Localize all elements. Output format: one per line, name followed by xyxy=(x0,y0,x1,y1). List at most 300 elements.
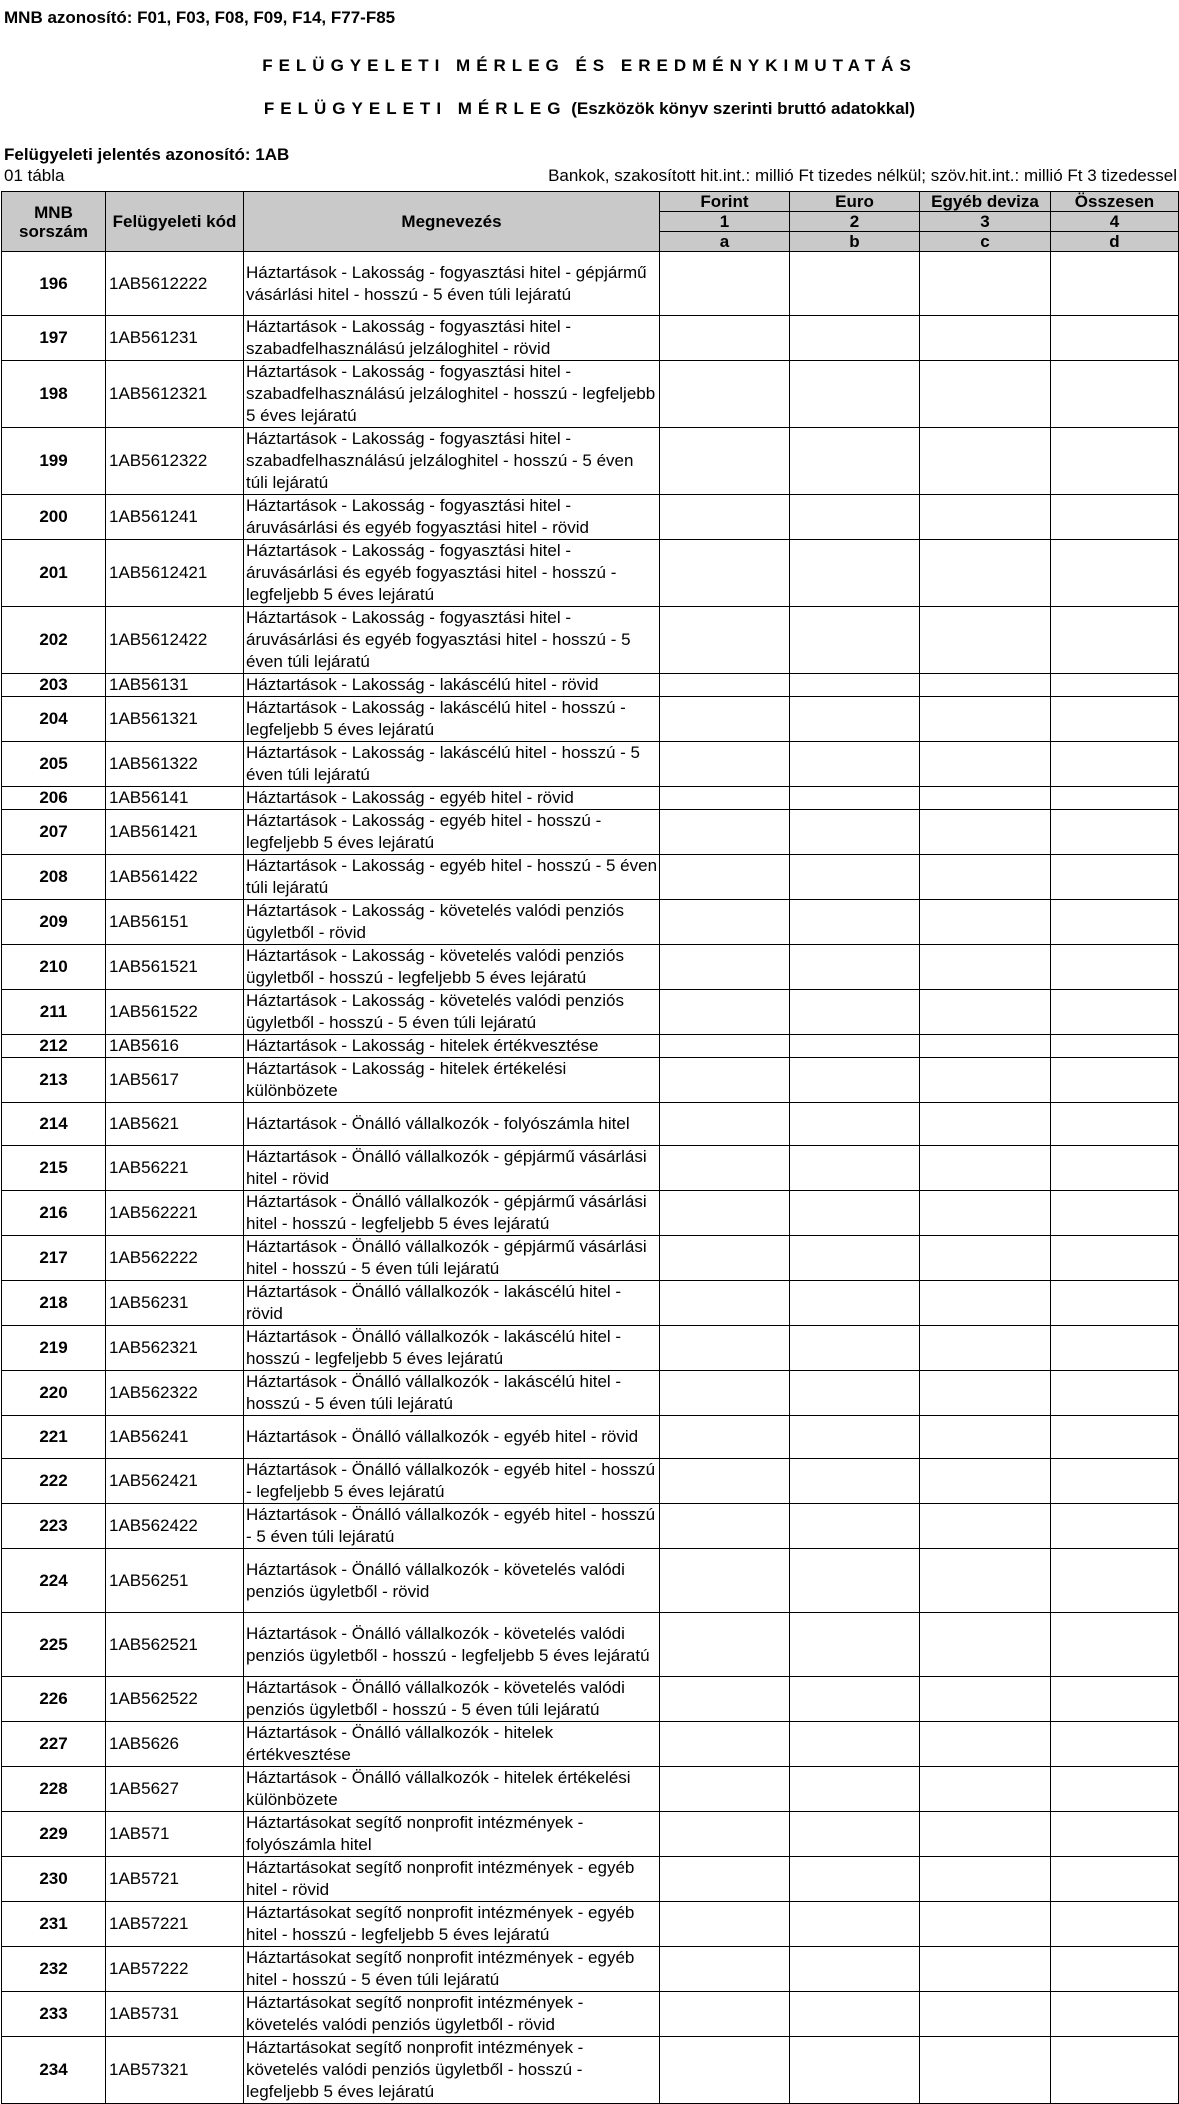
value-other xyxy=(920,428,1051,495)
row-code: 1AB5612322 xyxy=(106,428,244,495)
value-total xyxy=(1051,900,1179,945)
row-number: 219 xyxy=(2,1326,106,1371)
table-row xyxy=(2,1812,1179,1857)
row-number: 231 xyxy=(2,1902,106,1947)
row-code: 1AB56241 xyxy=(106,1416,244,1459)
row-name: Háztartások - Lakosság - hitelek értékelési különbözete xyxy=(244,1058,660,1103)
document-subtitle xyxy=(0,99,1179,119)
row-name: Háztartások - Önálló vállalkozók - egyéb hitel - rövid xyxy=(244,1416,660,1459)
row-code: 1AB561322 xyxy=(106,742,244,787)
value-other xyxy=(920,1058,1051,1103)
value-forint xyxy=(660,540,790,607)
value-euro xyxy=(790,1103,920,1146)
row-number: 211 xyxy=(2,990,106,1035)
value-other xyxy=(920,810,1051,855)
value-forint xyxy=(660,316,790,361)
value-other xyxy=(920,1146,1051,1191)
value-euro xyxy=(790,697,920,742)
value-other xyxy=(920,361,1051,428)
value-other xyxy=(920,252,1051,316)
row-name: Háztartások - Önálló vállalkozók - gépjármű vásárlási hitel - rövid xyxy=(244,1146,660,1191)
row-number: 230 xyxy=(2,1857,106,1902)
value-total xyxy=(1051,855,1179,900)
row-code: 1AB561521 xyxy=(106,945,244,990)
row-name: Háztartások - Lakosság - fogyasztási hitel - áruvásárlási és egyéb fogyasztási hitel - rövid xyxy=(244,495,660,540)
row-number: 196 xyxy=(2,252,106,316)
row-code: 1AB562321 xyxy=(106,1326,244,1371)
value-euro xyxy=(790,1767,920,1812)
value-forint xyxy=(660,1035,790,1058)
row-name: Háztartások - Önálló vállalkozók - lakáscélú hitel - hosszú - 5 éven túli lejáratú xyxy=(244,1371,660,1416)
value-euro xyxy=(790,316,920,361)
value-other xyxy=(920,1767,1051,1812)
row-name: Háztartások - Önálló vállalkozók - egyéb hitel - hosszú - legfeljebb 5 éves lejáratú xyxy=(244,1459,660,1504)
table-row xyxy=(2,1767,1179,1812)
value-euro xyxy=(790,1992,920,2037)
value-forint xyxy=(660,1416,790,1459)
row-number: 220 xyxy=(2,1371,106,1416)
table-row xyxy=(2,855,1179,900)
report-identifier: Felügyeleti jelentés azonosító: 1AB xyxy=(4,145,290,164)
row-name: Háztartások - Lakosság - egyéb hitel - hosszú - legfeljebb 5 éves lejáratú xyxy=(244,810,660,855)
row-name: Háztartások - Lakosság - fogyasztási hitel - áruvásárlási és egyéb fogyasztási hitel - hosszú - legfeljebb 5 éves lejáratú xyxy=(244,540,660,607)
value-forint xyxy=(660,361,790,428)
row-number: 198 xyxy=(2,361,106,428)
row-code: 1AB5616 xyxy=(106,1035,244,1058)
value-other xyxy=(920,1371,1051,1416)
mnb-id-label: MNB azonosító: xyxy=(4,8,133,27)
value-euro xyxy=(790,1549,920,1613)
row-name: Háztartások - Lakosság - lakáscélú hitel - rövid xyxy=(244,674,660,697)
value-total xyxy=(1051,1371,1179,1416)
table-row xyxy=(2,361,1179,428)
value-other xyxy=(920,1236,1051,1281)
value-forint xyxy=(660,990,790,1035)
value-total xyxy=(1051,1236,1179,1281)
row-code: 1AB56151 xyxy=(106,900,244,945)
value-forint xyxy=(660,1613,790,1677)
table-row xyxy=(2,1416,1179,1459)
row-name: Háztartásokat segítő nonprofit intézmények - egyéb hitel - rövid xyxy=(244,1857,660,1902)
value-total xyxy=(1051,1902,1179,1947)
value-other xyxy=(920,1902,1051,1947)
row-name: Háztartások - Lakosság - követelés valódi penziós ügyletből - hosszú - legfeljebb 5 éves lejáratú xyxy=(244,945,660,990)
table-row xyxy=(2,787,1179,810)
row-number: 208 xyxy=(2,855,106,900)
value-forint xyxy=(660,1549,790,1613)
value-forint xyxy=(660,2037,790,2104)
col-header-forint: Forint xyxy=(660,192,790,212)
row-code: 1AB561421 xyxy=(106,810,244,855)
row-code: 1AB5627 xyxy=(106,1767,244,1812)
row-code: 1AB57221 xyxy=(106,1902,244,1947)
row-number: 201 xyxy=(2,540,106,607)
col-num: 3 xyxy=(920,212,1051,232)
row-number: 200 xyxy=(2,495,106,540)
value-euro xyxy=(790,742,920,787)
row-number: 215 xyxy=(2,1146,106,1191)
value-total xyxy=(1051,540,1179,607)
value-other xyxy=(920,1812,1051,1857)
row-number: 216 xyxy=(2,1191,106,1236)
value-other xyxy=(920,316,1051,361)
table-row xyxy=(2,1992,1179,2037)
value-forint xyxy=(660,1504,790,1549)
value-total xyxy=(1051,495,1179,540)
value-total xyxy=(1051,1191,1179,1236)
value-euro xyxy=(790,810,920,855)
table-row xyxy=(2,1504,1179,1549)
col-header-other: Egyéb deviza xyxy=(920,192,1051,212)
value-euro xyxy=(790,607,920,674)
table-row xyxy=(2,1326,1179,1371)
value-other xyxy=(920,1281,1051,1326)
value-euro xyxy=(790,2037,920,2104)
table-row xyxy=(2,1146,1179,1191)
table-row xyxy=(2,1549,1179,1613)
table-row xyxy=(2,674,1179,697)
value-other xyxy=(920,1613,1051,1677)
value-forint xyxy=(660,252,790,316)
value-forint xyxy=(660,1236,790,1281)
table-row xyxy=(2,1902,1179,1947)
table-row xyxy=(2,1103,1179,1146)
value-forint xyxy=(660,607,790,674)
value-total xyxy=(1051,990,1179,1035)
row-code: 1AB56221 xyxy=(106,1146,244,1191)
row-number: 223 xyxy=(2,1504,106,1549)
value-other xyxy=(920,1677,1051,1722)
row-name: Háztartások - Önálló vállalkozók - gépjármű vásárlási hitel - hosszú - legfeljebb 5 éves lejáratú xyxy=(244,1191,660,1236)
value-forint xyxy=(660,1281,790,1326)
value-other xyxy=(920,1191,1051,1236)
unit-note: Bankok, szakosított hit.int.: millió Ft tizedes nélkül; szöv.hit.int.: millió Ft 3 tizedessel xyxy=(548,166,1177,185)
value-other xyxy=(920,1857,1051,1902)
value-euro xyxy=(790,1326,920,1371)
value-euro xyxy=(790,1812,920,1857)
value-euro xyxy=(790,1677,920,1722)
row-code: 1AB5612421 xyxy=(106,540,244,607)
table-row xyxy=(2,990,1179,1035)
col-letter: d xyxy=(1051,232,1179,252)
col-header-name: Megnevezés xyxy=(244,192,660,252)
row-name: Háztartások - Önálló vállalkozók - követelés valódi penziós ügyletből - hosszú - 5 éven túli lejáratú xyxy=(244,1677,660,1722)
value-forint xyxy=(660,495,790,540)
col-letter: c xyxy=(920,232,1051,252)
table-row xyxy=(2,540,1179,607)
row-number: 234 xyxy=(2,2037,106,2104)
value-euro xyxy=(790,900,920,945)
row-code: 1AB562221 xyxy=(106,1191,244,1236)
value-total xyxy=(1051,1058,1179,1103)
row-code: 1AB5612422 xyxy=(106,607,244,674)
row-name: Háztartások - Önálló vállalkozók - hitelek értékelési különbözete xyxy=(244,1767,660,1812)
row-code: 1AB5626 xyxy=(106,1722,244,1767)
row-number: 217 xyxy=(2,1236,106,1281)
row-number: 226 xyxy=(2,1677,106,1722)
value-other xyxy=(920,697,1051,742)
row-number: 233 xyxy=(2,1992,106,2037)
row-name: Háztartások - Önálló vállalkozók - hitelek értékvesztése xyxy=(244,1722,660,1767)
value-total xyxy=(1051,1146,1179,1191)
document-title: FELÜGYELETI MÉRLEG ÉS EREDMÉNYKIMUTATÁS xyxy=(262,56,917,75)
row-number: 213 xyxy=(2,1058,106,1103)
value-forint xyxy=(660,1857,790,1902)
row-name: Háztartások - Lakosság - egyéb hitel - hosszú - 5 éven túli lejáratú xyxy=(244,855,660,900)
value-euro xyxy=(790,1459,920,1504)
value-total xyxy=(1051,1103,1179,1146)
row-code: 1AB56131 xyxy=(106,674,244,697)
value-euro xyxy=(790,1146,920,1191)
value-forint xyxy=(660,855,790,900)
value-forint xyxy=(660,1722,790,1767)
mnb-id-value: F01, F03, F08, F09, F14, F77-F85 xyxy=(137,8,396,27)
value-euro xyxy=(790,1947,920,1992)
value-other xyxy=(920,2037,1051,2104)
row-name: Háztartások - Önálló vállalkozók - egyéb hitel - hosszú - 5 éven túli lejáratú xyxy=(244,1504,660,1549)
value-forint xyxy=(660,1371,790,1416)
value-other xyxy=(920,1947,1051,1992)
row-code: 1AB562222 xyxy=(106,1236,244,1281)
value-forint xyxy=(660,428,790,495)
value-forint xyxy=(660,674,790,697)
value-forint xyxy=(660,1326,790,1371)
value-other xyxy=(920,742,1051,787)
row-number: 214 xyxy=(2,1103,106,1146)
value-euro xyxy=(790,495,920,540)
row-number: 204 xyxy=(2,697,106,742)
value-euro xyxy=(790,1613,920,1677)
row-name: Háztartások - Önálló vállalkozók - lakáscélú hitel - hosszú - legfeljebb 5 éves lejáratú xyxy=(244,1326,660,1371)
value-total xyxy=(1051,1722,1179,1767)
value-euro xyxy=(790,1722,920,1767)
value-total xyxy=(1051,607,1179,674)
row-name: Háztartások - Lakosság - fogyasztási hitel - szabadfelhasználású jelzáloghitel - hosszú - legfeljebb 5 éves lejáratú xyxy=(244,361,660,428)
col-header-mnb: MNB sorszám xyxy=(2,192,106,252)
row-name: Háztartások - Lakosság - fogyasztási hitel - áruvásárlási és egyéb fogyasztási hitel - hosszú - 5 éven túli lejáratú xyxy=(244,607,660,674)
value-euro xyxy=(790,855,920,900)
value-forint xyxy=(660,900,790,945)
value-euro xyxy=(790,540,920,607)
subtitle-spaced: FELÜGYELETI MÉRLEG xyxy=(263,99,567,118)
value-other xyxy=(920,1549,1051,1613)
value-forint xyxy=(660,1146,790,1191)
value-other xyxy=(920,540,1051,607)
value-other xyxy=(920,1992,1051,2037)
row-number: 224 xyxy=(2,1549,106,1613)
row-code: 1AB571 xyxy=(106,1812,244,1857)
value-forint xyxy=(660,1058,790,1103)
row-name: Háztartásokat segítő nonprofit intézmények - egyéb hitel - hosszú - 5 éven túli lejáratú xyxy=(244,1947,660,1992)
value-total xyxy=(1051,1992,1179,2037)
table-row xyxy=(2,1236,1179,1281)
value-other xyxy=(920,787,1051,810)
row-number: 202 xyxy=(2,607,106,674)
value-total xyxy=(1051,1677,1179,1722)
table-row xyxy=(2,1035,1179,1058)
value-other xyxy=(920,607,1051,674)
value-other xyxy=(920,945,1051,990)
value-forint xyxy=(660,787,790,810)
value-total xyxy=(1051,1767,1179,1812)
value-other xyxy=(920,495,1051,540)
value-forint xyxy=(660,1103,790,1146)
value-other xyxy=(920,1459,1051,1504)
table-body xyxy=(2,252,1179,2104)
row-code: 1AB561231 xyxy=(106,316,244,361)
row-number: 228 xyxy=(2,1767,106,1812)
value-euro xyxy=(790,945,920,990)
row-name: Háztartásokat segítő nonprofit intézmények - követelés valódi penziós ügyletből - rövid xyxy=(244,1992,660,2037)
value-total xyxy=(1051,1613,1179,1677)
row-number: 199 xyxy=(2,428,106,495)
subtitle-rest: (Eszközök könyv szerinti bruttó adatokkal) xyxy=(571,99,916,118)
value-total xyxy=(1051,1326,1179,1371)
table-row xyxy=(2,1947,1179,1992)
table-row xyxy=(2,428,1179,495)
row-number: 209 xyxy=(2,900,106,945)
value-forint xyxy=(660,945,790,990)
value-total xyxy=(1051,1857,1179,1902)
value-euro xyxy=(790,1902,920,1947)
row-code: 1AB56251 xyxy=(106,1549,244,1613)
row-name: Háztartások - Lakosság - fogyasztási hitel - szabadfelhasználású jelzáloghitel - rövid xyxy=(244,316,660,361)
value-total xyxy=(1051,428,1179,495)
row-name: Háztartások - Önálló vállalkozók - lakáscélú hitel - rövid xyxy=(244,1281,660,1326)
value-other xyxy=(920,1504,1051,1549)
value-euro xyxy=(790,428,920,495)
row-name: Háztartások - Lakosság - egyéb hitel - rövid xyxy=(244,787,660,810)
col-num: 2 xyxy=(790,212,920,232)
value-euro xyxy=(790,252,920,316)
row-number: 206 xyxy=(2,787,106,810)
value-total xyxy=(1051,1549,1179,1613)
value-total xyxy=(1051,1812,1179,1857)
value-euro xyxy=(790,787,920,810)
value-total xyxy=(1051,945,1179,990)
row-code: 1AB561422 xyxy=(106,855,244,900)
table-row xyxy=(2,1459,1179,1504)
value-forint xyxy=(660,742,790,787)
value-other xyxy=(920,1035,1051,1058)
row-code: 1AB5612321 xyxy=(106,361,244,428)
value-euro xyxy=(790,1281,920,1326)
row-code: 1AB561321 xyxy=(106,697,244,742)
value-total xyxy=(1051,697,1179,742)
value-forint xyxy=(660,1902,790,1947)
value-total xyxy=(1051,252,1179,316)
table-row xyxy=(2,945,1179,990)
value-total xyxy=(1051,810,1179,855)
row-code: 1AB5731 xyxy=(106,1992,244,2037)
table-row xyxy=(2,742,1179,787)
value-euro xyxy=(790,1035,920,1058)
value-total xyxy=(1051,787,1179,810)
value-other xyxy=(920,855,1051,900)
table-row xyxy=(2,252,1179,316)
value-total xyxy=(1051,1459,1179,1504)
row-number: 232 xyxy=(2,1947,106,1992)
value-forint xyxy=(660,1812,790,1857)
value-euro xyxy=(790,361,920,428)
table-row xyxy=(2,1857,1179,1902)
value-euro xyxy=(790,1857,920,1902)
row-code: 1AB561241 xyxy=(106,495,244,540)
value-other xyxy=(920,990,1051,1035)
row-code: 1AB562522 xyxy=(106,1677,244,1722)
col-num: 1 xyxy=(660,212,790,232)
row-number: 210 xyxy=(2,945,106,990)
table-row xyxy=(2,900,1179,945)
value-forint xyxy=(660,810,790,855)
table-row xyxy=(2,2037,1179,2104)
value-euro xyxy=(790,1504,920,1549)
value-forint xyxy=(660,1947,790,1992)
table-row xyxy=(2,1191,1179,1236)
value-euro xyxy=(790,1236,920,1281)
row-code: 1AB57222 xyxy=(106,1947,244,1992)
table-row xyxy=(2,607,1179,674)
table-row xyxy=(2,1677,1179,1722)
table-row xyxy=(2,1281,1179,1326)
row-number: 207 xyxy=(2,810,106,855)
value-other xyxy=(920,674,1051,697)
value-forint xyxy=(660,1459,790,1504)
row-number: 203 xyxy=(2,674,106,697)
value-total xyxy=(1051,361,1179,428)
value-total xyxy=(1051,742,1179,787)
row-number: 205 xyxy=(2,742,106,787)
col-header-code: Felügyeleti kód xyxy=(106,192,244,252)
row-code: 1AB57321 xyxy=(106,2037,244,2104)
col-header-total: Összesen xyxy=(1051,192,1179,212)
row-name: Háztartások - Lakosság - fogyasztási hitel - szabadfelhasználású jelzáloghitel - hosszú - 5 éven túli lejáratú xyxy=(244,428,660,495)
value-euro xyxy=(790,674,920,697)
value-euro xyxy=(790,1058,920,1103)
table-row xyxy=(2,495,1179,540)
value-other xyxy=(920,1326,1051,1371)
table-row xyxy=(2,1371,1179,1416)
value-total xyxy=(1051,1416,1179,1459)
value-other xyxy=(920,1416,1051,1459)
row-name: Háztartások - Lakosság - követelés valódi penziós ügyletből - hosszú - 5 éven túli lejáratú xyxy=(244,990,660,1035)
row-code: 1AB5612222 xyxy=(106,252,244,316)
value-total xyxy=(1051,1281,1179,1326)
table-row xyxy=(2,810,1179,855)
table-row xyxy=(2,316,1179,361)
row-name: Háztartásokat segítő nonprofit intézmények - egyéb hitel - hosszú - legfeljebb 5 éves lejáratú xyxy=(244,1902,660,1947)
col-letter: b xyxy=(790,232,920,252)
row-name: Háztartások - Önálló vállalkozók - gépjármű vásárlási hitel - hosszú - 5 éven túli lejáratú xyxy=(244,1236,660,1281)
value-total xyxy=(1051,1947,1179,1992)
value-other xyxy=(920,1722,1051,1767)
row-number: 229 xyxy=(2,1812,106,1857)
row-number: 212 xyxy=(2,1035,106,1058)
row-code: 1AB5621 xyxy=(106,1103,244,1146)
table-row xyxy=(2,1613,1179,1677)
row-code: 1AB56141 xyxy=(106,787,244,810)
value-forint xyxy=(660,1191,790,1236)
value-other xyxy=(920,900,1051,945)
row-number: 221 xyxy=(2,1416,106,1459)
row-name: Háztartások - Lakosság - fogyasztási hitel - gépjármű vásárlási hitel - hosszú - 5 éven túli lejáratú xyxy=(244,252,660,316)
row-number: 225 xyxy=(2,1613,106,1677)
value-euro xyxy=(790,1191,920,1236)
row-code: 1AB562422 xyxy=(106,1504,244,1549)
value-total xyxy=(1051,2037,1179,2104)
col-num: 4 xyxy=(1051,212,1179,232)
value-forint xyxy=(660,697,790,742)
